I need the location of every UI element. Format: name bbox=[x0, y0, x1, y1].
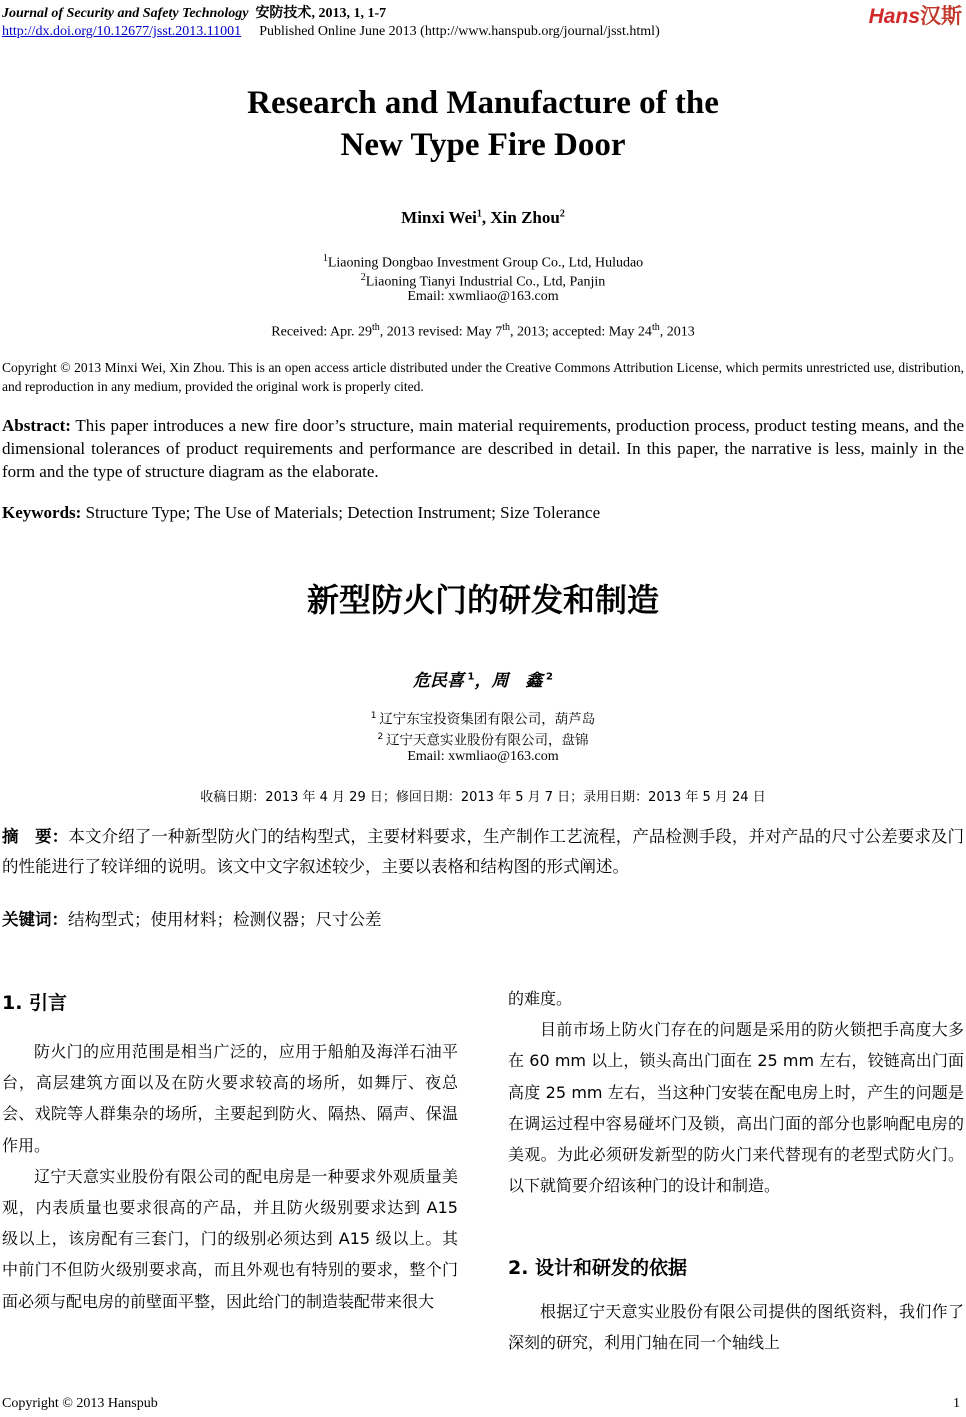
cn-keywords-label: 关键词： bbox=[2, 910, 68, 929]
cn-author-1: 危民喜 bbox=[413, 671, 465, 691]
cn-keywords-text: 结构型式；使用材料；检测仪器；尺寸公差 bbox=[68, 910, 382, 929]
doi-link[interactable]: http://dx.doi.org/10.12677/jsst.2013.11001 bbox=[2, 24, 242, 39]
received-dates-en bbox=[0, 322, 966, 341]
section-1-heading: 1. 引言 bbox=[2, 992, 68, 1014]
paragraph-3: 目前市场上防火门存在的问题是采用的防火锁把手高度大多在 60 mm 以上，锁头高出门面在 25 mm 左右，铰链高出门面高度 25 mm 左右，当这种门安装在配电房上时，产生的问题是在调运过程中容易碰坏门及锁，高出门面的部分也影响配电房的美观。为此必须研发新型的防火门来代替现有的老型式防火门。以下就简要介绍该种门的设计和制造。 bbox=[508, 1020, 964, 1196]
right-column bbox=[508, 983, 964, 1201]
aff2-text: Liaoning Tianyi Industrial Co., Ltd, Panjin bbox=[365, 274, 606, 290]
recv-d: , 2013 bbox=[659, 324, 695, 340]
abstract-label: Abstract: bbox=[2, 416, 71, 435]
paper-title-en bbox=[0, 82, 966, 166]
paper-title-cn: 新型防火门的研发和制造 bbox=[306, 581, 659, 619]
paragraph-1: 防火门的应用范围是相当广泛的，应用于船舶及海洋石油平台，高层建筑方面以及在防火要求较高的场所，如舞厅、夜总会、戏院等人群集杂的场所，主要起到防火、隔热、隔声、保温作用。 bbox=[2, 1042, 458, 1155]
affiliation-2-cn: $^2$ 辽宁天意实业股份有限公司，盘锦 bbox=[377, 732, 589, 749]
logo-text-en: Hans bbox=[868, 5, 920, 28]
cn-abstract-text: 本文介绍了一种新型防火门的结构型式，主要材料要求，生产制作工艺流程，产品检测手段，并对产品的尺寸公差要求及门的性能进行了较详细的说明。该文中文字叙述较少，主要以表格和结构图的形式阐述。 bbox=[2, 827, 965, 876]
page-number: 1 bbox=[953, 1396, 960, 1411]
keywords-en bbox=[2, 503, 964, 523]
keywords-label: Keywords: bbox=[2, 503, 82, 522]
journal-cite: , 2013, 1, 1-7 bbox=[311, 6, 387, 21]
recv-c: , 2013; accepted: May 24 bbox=[510, 324, 652, 340]
left-column bbox=[2, 1036, 458, 1317]
recv-b: , 2013 revised: May 7 bbox=[379, 324, 503, 340]
cn-author-2: 周 鑫 bbox=[491, 671, 543, 691]
keywords-cn bbox=[2, 906, 964, 930]
paragraph-2: 辽宁天意实业股份有限公司的配电房是一种要求外观质量美观，内表质量也要求很高的产品，并且防火级别要求达到 A15 级以上，该房配有三套门，门的级别必须达到 A15 级以上。其中前门不但防火级别要求高，而且外观也有特别的要求，整个门面必须与配电房的前壁面平整，因此给门的制造装配带来很大 bbox=[2, 1166, 458, 1311]
title-line-1: Research and Manufacture of the bbox=[247, 85, 719, 121]
abstract-cn bbox=[2, 822, 964, 882]
cn-abstract-label: 摘 要： bbox=[2, 827, 69, 846]
paragraph-4: 根据辽宁天意实业股份有限公司提供的图纸资料，我们作了深刻的研究，利用门轴在同一个轴线上 bbox=[508, 1302, 964, 1353]
abstract-en bbox=[2, 414, 964, 483]
aff1-text: Liaoning Dongbao Investment Group Co., Ltd, Huludao bbox=[327, 255, 644, 271]
abstract-text: This paper introduces a new fire door’s structure, main material requirements, production process, product testing means, and the dimensional tolerances of product requirements and performance are described in detail. In this paper, the narrative is less, mainly in the form and the type of structure diagram as the elaborate. bbox=[2, 416, 964, 481]
affiliation-1-cn: $^1$ 辽宁东宝投资集团有限公司，葫芦岛 bbox=[370, 711, 596, 728]
paragraph-2-continued: 的难度。 bbox=[508, 989, 573, 1008]
keywords-text: Structure Type; The Use of Materials; Detection Instrument; Size Tolerance bbox=[81, 503, 601, 522]
journal-name-cn: 安防技术 bbox=[255, 6, 312, 21]
cn-author-sep: ， bbox=[474, 671, 492, 691]
authors-en: Minxi Wei$^1$, Xin Zhou$^2$ bbox=[401, 208, 565, 227]
hans-logo bbox=[869, 0, 962, 30]
author-2: Xin Zhou bbox=[490, 208, 560, 227]
authors-cn: 危民喜 $^1$，周 鑫 $^2$ bbox=[413, 671, 553, 691]
author-sep: , bbox=[481, 208, 491, 227]
doi-line bbox=[2, 24, 660, 40]
received-dates-cn: 收稿日期：2013 年 4 月 29 日；修回日期：2013 年 5 月 7 日；录用日期：2013 年 5 月 24 日 bbox=[200, 790, 766, 805]
email-cn: Email: xwmliao@163.com bbox=[407, 749, 559, 764]
affiliation-2-en: $^2$Liaoning Tianyi Industrial Co., Ltd, Panjin bbox=[360, 272, 606, 290]
section-2-heading: 2. 设计和研发的依据 bbox=[508, 1257, 688, 1279]
cn-aff2-text: 辽宁天意实业股份有限公司，盘锦 bbox=[386, 732, 589, 749]
affiliation-1-en: $^1$Liaoning Dongbao Investment Group Co., Ltd, Huludao bbox=[322, 253, 644, 271]
title-line-2: New Type Fire Door bbox=[340, 127, 626, 163]
footer-copyright: Copyright © 2013 Hanspub bbox=[2, 1396, 158, 1411]
logo-text-cn: 汉斯 bbox=[920, 5, 962, 28]
recv-a: Received: Apr. 29 bbox=[271, 324, 372, 340]
cn-aff1-text: 辽宁东宝投资集团有限公司，葫芦岛 bbox=[379, 711, 596, 728]
journal-name-en: Journal of Security and Safety Technology bbox=[2, 6, 249, 21]
copyright-notice: Copyright © 2013 Minxi Wei, Xin Zhou. This is an open access article distributed under the Creative Commons Attribution License, which permits unrestricted use, distribution, and reproduction in any medium, provided the original work is properly cited. bbox=[2, 360, 964, 394]
email-en: Email: xwmliao@163.com bbox=[407, 289, 559, 304]
published-online: Published Online June 2013 (http://www.hanspub.org/journal/jsst.html) bbox=[259, 24, 660, 39]
right-column-lower bbox=[508, 1296, 964, 1358]
th-2: th bbox=[502, 322, 511, 333]
journal-header bbox=[2, 2, 386, 22]
author-1: Minxi Wei bbox=[401, 208, 477, 227]
th-1: th bbox=[371, 322, 380, 333]
th-3: th bbox=[651, 322, 660, 333]
